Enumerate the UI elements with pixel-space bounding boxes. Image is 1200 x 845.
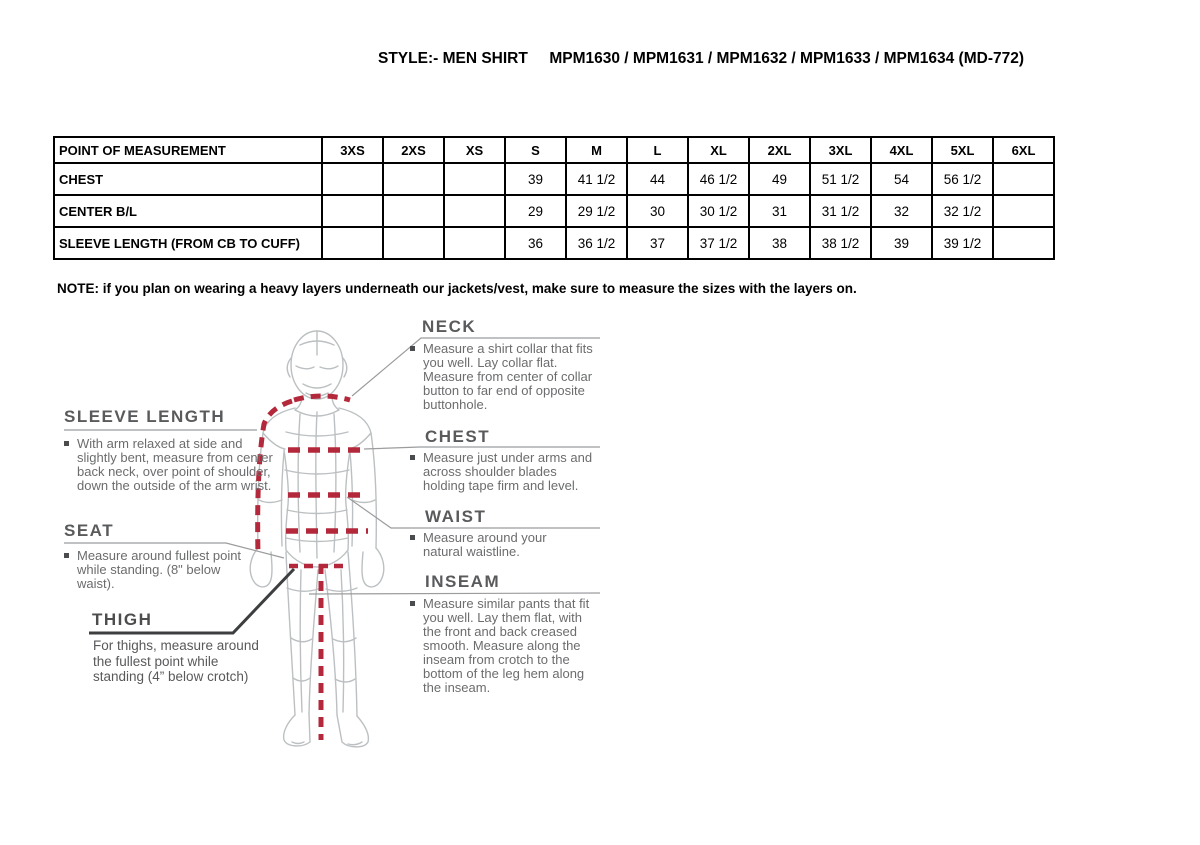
neck-description bbox=[410, 342, 600, 412]
waist-description bbox=[410, 531, 570, 559]
column-header: 2XS bbox=[383, 137, 444, 163]
row-label: CHEST bbox=[54, 163, 322, 195]
column-header: 2XL bbox=[749, 137, 810, 163]
column-header: 3XS bbox=[322, 137, 383, 163]
column-header: 4XL bbox=[871, 137, 932, 163]
inseam-callout-line bbox=[309, 593, 600, 594]
table-cell: 51 1/2 bbox=[810, 163, 871, 195]
table-cell: 32 bbox=[871, 195, 932, 227]
chest-description bbox=[410, 451, 602, 493]
column-header: L bbox=[627, 137, 688, 163]
chest-heading: CHEST bbox=[425, 427, 491, 446]
inseam-description bbox=[410, 597, 600, 695]
table-cell: 37 bbox=[627, 227, 688, 259]
table-cell: 30 1/2 bbox=[688, 195, 749, 227]
column-header: M bbox=[566, 137, 627, 163]
column-header: XL bbox=[688, 137, 749, 163]
table-cell: 44 bbox=[627, 163, 688, 195]
neck-heading: NECK bbox=[422, 317, 477, 336]
figure-wireframe bbox=[250, 331, 384, 747]
table-cell: 54 bbox=[871, 163, 932, 195]
table-cell: 36 1/2 bbox=[566, 227, 627, 259]
table-cell: 31 1/2 bbox=[810, 195, 871, 227]
chest-text: Measure just under arms and across shoulder blades holding tape firm and level. bbox=[423, 450, 593, 493]
thigh-heading: THIGH bbox=[92, 610, 153, 629]
bullet-icon bbox=[64, 441, 69, 446]
waist-heading: WAIST bbox=[425, 507, 487, 526]
table-cell: 46 1/2 bbox=[688, 163, 749, 195]
column-header: POINT OF MEASUREMENT bbox=[54, 137, 322, 163]
seat-description bbox=[64, 549, 254, 591]
sleeve-length-heading: SLEEVE LENGTH bbox=[64, 407, 226, 426]
seat-heading: SEAT bbox=[64, 521, 115, 540]
row-label: CENTER B/L bbox=[54, 195, 322, 227]
column-header: 5XL bbox=[932, 137, 993, 163]
chest-callout-line bbox=[364, 447, 600, 449]
column-header: S bbox=[505, 137, 566, 163]
column-header: 3XL bbox=[810, 137, 871, 163]
table-cell: 31 bbox=[749, 195, 810, 227]
bullet-icon bbox=[410, 535, 415, 540]
table-cell: 39 bbox=[871, 227, 932, 259]
table-cell: 41 1/2 bbox=[566, 163, 627, 195]
sleeve-length-text: With arm relaxed at side and slightly bent, measure from center back neck, over point of shoulder, down the outside of the arm wrist. bbox=[77, 436, 273, 493]
thigh-description: For thighs, measure around the fullest point while standing (4” below crotch) bbox=[93, 638, 259, 684]
table-cell: 29 1/2 bbox=[566, 195, 627, 227]
inseam-text: Measure similar pants that fit you well. Lay them flat, with the front and back creased smooth. Measure along the inseam from crotch to the bottom of the leg hem along the inseam. bbox=[423, 596, 590, 695]
table-cell: 37 1/2 bbox=[688, 227, 749, 259]
table-cell: 36 bbox=[505, 227, 566, 259]
bullet-icon bbox=[410, 455, 415, 460]
table-cell: 39 1/2 bbox=[932, 227, 993, 259]
table-cell: 38 1/2 bbox=[810, 227, 871, 259]
bullet-icon bbox=[410, 601, 415, 606]
bullet-icon bbox=[64, 553, 69, 558]
column-header: 6XL bbox=[993, 137, 1054, 163]
table-cell: 56 1/2 bbox=[932, 163, 993, 195]
table-cell: 29 bbox=[505, 195, 566, 227]
table-cell: 30 bbox=[627, 195, 688, 227]
waist-text: Measure around your natural waistline. bbox=[423, 530, 547, 559]
row-label: SLEEVE LENGTH (FROM CB TO CUFF) bbox=[54, 227, 322, 259]
table-cell: 49 bbox=[749, 163, 810, 195]
neck-text: Measure a shirt collar that fits you well. Lay collar flat. Measure from center of collar button to far end of opposite buttonhole. bbox=[423, 341, 593, 412]
column-header: XS bbox=[444, 137, 505, 163]
bullet-icon bbox=[410, 346, 415, 351]
table-cell: 38 bbox=[749, 227, 810, 259]
sleeve-length-description bbox=[64, 437, 279, 493]
table-cell: 39 bbox=[505, 163, 566, 195]
inseam-heading: INSEAM bbox=[425, 572, 501, 591]
page-title: STYLE:- MEN SHIRT MPM1630 / MPM1631 / MPM1632 / MPM1633 / MPM1634 (MD-772) bbox=[378, 50, 1025, 67]
seat-text: Measure around fullest point while standing. (8" below waist). bbox=[77, 548, 242, 591]
table-cell: 32 1/2 bbox=[932, 195, 993, 227]
note-text: NOTE: if you plan on wearing a heavy layers underneath our jackets/vest, make sure to measure the sizes with the layers on. bbox=[57, 281, 857, 296]
